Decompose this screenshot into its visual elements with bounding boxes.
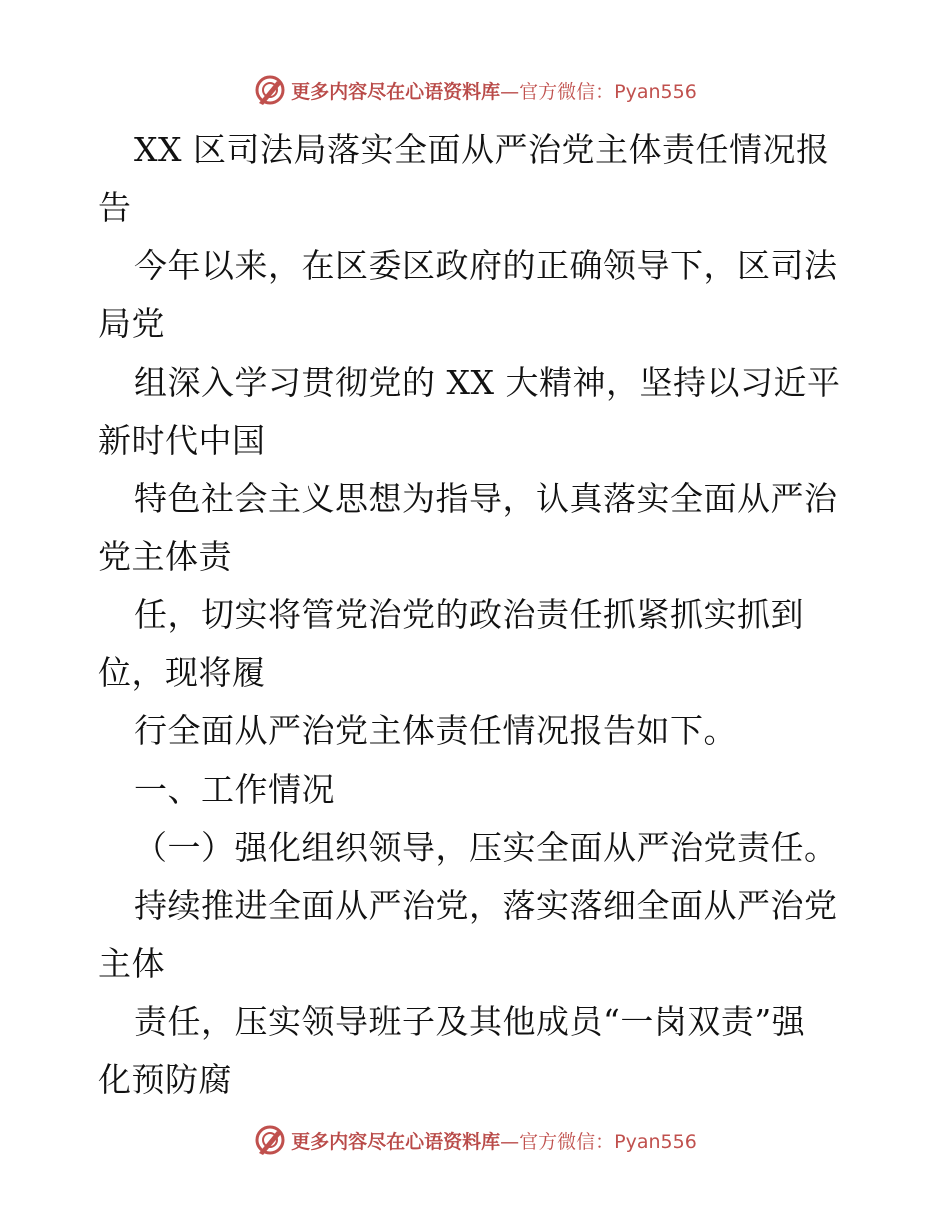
paragraph-line: 党主体责	[98, 537, 232, 576]
header-watermark-banner	[0, 70, 950, 110]
paragraph-line: 行全面从严治党主体责任情况报告如下。	[134, 711, 737, 750]
paragraph-line: 组深入学习贯彻党的 XX 大精神，坚持以习近平	[134, 363, 841, 402]
doc-title-line-2: 告	[98, 188, 132, 227]
header-site-name: 更多内容尽在心语资料库	[291, 80, 501, 103]
footer-site-name: 更多内容尽在心语资料库	[291, 1130, 501, 1153]
paragraph-line: 任，切实将管党治党的政治责任抓紧抓实抓到	[134, 595, 804, 634]
paragraph-line: 局党	[98, 304, 165, 343]
paragraph-line: 持续推进全面从严治党，落实落细全面从严治党	[134, 886, 838, 925]
footer-watermark-banner	[0, 1120, 950, 1160]
footer-wechat: 官方微信：Pyan556	[519, 1130, 697, 1153]
subsection-heading: （一）强化组织领导，压实全面从严治党责任。	[134, 828, 838, 867]
footer-dash: —	[500, 1130, 520, 1153]
paragraph-line: 位，现将履	[98, 653, 266, 692]
paragraph-line: 今年以来，在区委区政府的正确领导下，区司法	[134, 246, 838, 285]
paragraph-line: 主体	[98, 944, 165, 983]
paragraph-line: 责任，压实领导班子及其他成员“一岗双责”强	[134, 1002, 806, 1041]
header-dash: —	[500, 80, 520, 103]
pen-logo-icon	[253, 1123, 287, 1157]
section-heading: 一、工作情况	[134, 770, 335, 809]
paragraph-line: 化预防腐	[98, 1060, 232, 1099]
pen-logo-icon	[253, 73, 287, 107]
doc-title-line-1: XX 区司法局落实全面从严治党主体责任情况报	[134, 130, 830, 169]
paragraph-line: 新时代中国	[98, 421, 266, 460]
header-wechat: 官方微信：Pyan556	[519, 80, 697, 103]
paragraph-line: 特色社会主义思想为指导，认真落实全面从严治	[134, 479, 838, 518]
